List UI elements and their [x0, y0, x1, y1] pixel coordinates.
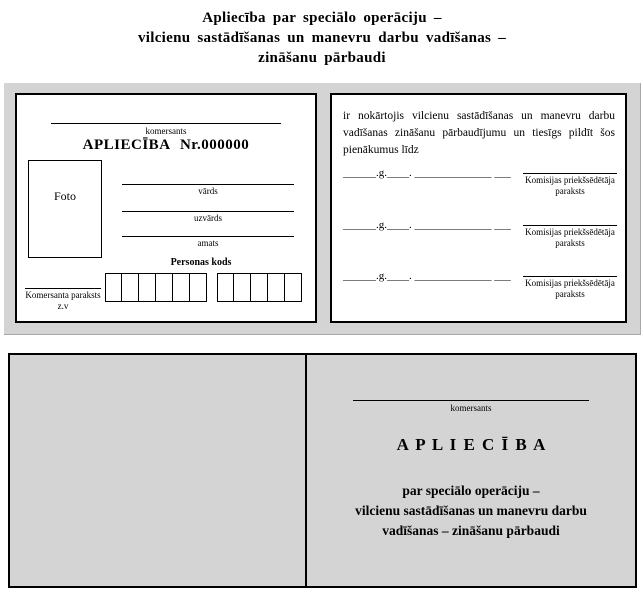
statement-text: ir nokārtojis vilcienu sastādīšanas un manevru darbu vadīšanas zināšanu pārbaudījumu un tiesīgs pildīt šos pienākumus līdz	[343, 110, 615, 156]
photo-label: Foto	[53, 189, 76, 203]
date-blank: ______.g.____. ______________ ___	[343, 219, 511, 231]
validity-row	[343, 219, 620, 267]
position-field-label: amats	[197, 238, 219, 248]
chairman-signature-label: Komisijas priekšsēdētāja	[525, 227, 615, 237]
chairman-signature-label: Komisijas priekšsēdētāja	[525, 278, 615, 288]
chairman-signature-block	[519, 173, 621, 197]
surname-field	[122, 211, 294, 223]
merchant-signature-label: Komersanta paraksts	[25, 290, 101, 300]
personal-code-cell	[139, 273, 156, 302]
merchant-signature-block	[21, 288, 105, 312]
certificate-number-heading: APLIECĪBA Nr.000000	[82, 137, 250, 153]
personal-code-cell	[156, 273, 173, 302]
surname-blank-line	[122, 211, 294, 212]
name-field-label: vārds	[198, 186, 218, 196]
cover-subtitle-line1: par speciālo operāciju –	[402, 483, 540, 498]
personal-code-cell	[285, 273, 302, 302]
cover-komersants-label: komersants	[450, 403, 492, 413]
chairman-signature-line	[523, 173, 617, 174]
photo-box	[28, 160, 102, 258]
chairman-signature-label: Komisijas priekšsēdētāja	[525, 175, 615, 185]
komersants-label: komersants	[145, 126, 187, 136]
validity-row	[343, 167, 620, 215]
document-title-line3: zināšanu pārbaudi	[258, 50, 386, 66]
certificate-validity-card	[330, 93, 627, 323]
personal-code-cell	[122, 273, 139, 302]
cover-subtitle-line3: vadīšanas – zināšanu pārbaudi	[382, 523, 560, 538]
personal-code-label: Personas kods	[170, 257, 232, 268]
cover-title: A P L I E C Ī B A	[396, 435, 546, 454]
position-field	[122, 236, 294, 248]
personal-code-cell	[190, 273, 207, 302]
personal-code-cell	[105, 273, 122, 302]
document-title-line1: Apliecība par speciālo operāciju –	[202, 10, 442, 26]
cover-back-half	[10, 355, 307, 586]
personal-code-cell	[173, 273, 190, 302]
chairman-signature-block	[519, 276, 621, 300]
personal-code-cell	[234, 273, 251, 302]
document-title	[0, 8, 644, 68]
personal-code-group2	[217, 273, 302, 302]
chairman-signature-line	[523, 276, 617, 277]
chairman-signature-sublabel: paraksts	[555, 289, 585, 299]
cover-front-half	[307, 355, 635, 586]
chairman-signature-sublabel: paraksts	[555, 238, 585, 248]
cover-komersants-blank-line	[353, 400, 589, 401]
name-blank-line	[122, 184, 294, 185]
merchant-signature-line	[25, 288, 101, 289]
personal-code-cell	[268, 273, 285, 302]
date-blank: ______.g.____. ______________ ___	[343, 167, 511, 179]
surname-field-label: uzvārds	[194, 213, 222, 223]
chairman-signature-block	[519, 225, 621, 249]
cover-subtitle-line2: vilcienu sastādīšanas un manevru darbu	[355, 503, 587, 518]
date-blank: ______.g.____. ______________ ___	[343, 270, 511, 282]
validity-row	[343, 270, 620, 318]
seal-label: z.v	[57, 301, 69, 311]
personal-code-cell	[217, 273, 234, 302]
personal-code-group1	[105, 273, 207, 302]
cover-subtitle	[307, 481, 635, 541]
certificate-front-card	[15, 93, 317, 323]
position-blank-line	[122, 236, 294, 237]
komersants-blank-line	[51, 123, 281, 124]
certificate-cover-panel	[8, 353, 637, 588]
chairman-signature-line	[523, 225, 617, 226]
certificate-inner-pages-panel	[4, 83, 641, 335]
document-title-line2: vilcienu sastādīšanas un manevru darbu vadīšanas –	[137, 30, 507, 46]
name-field	[122, 184, 294, 196]
chairman-signature-sublabel: paraksts	[555, 186, 585, 196]
personal-code-cell	[251, 273, 268, 302]
